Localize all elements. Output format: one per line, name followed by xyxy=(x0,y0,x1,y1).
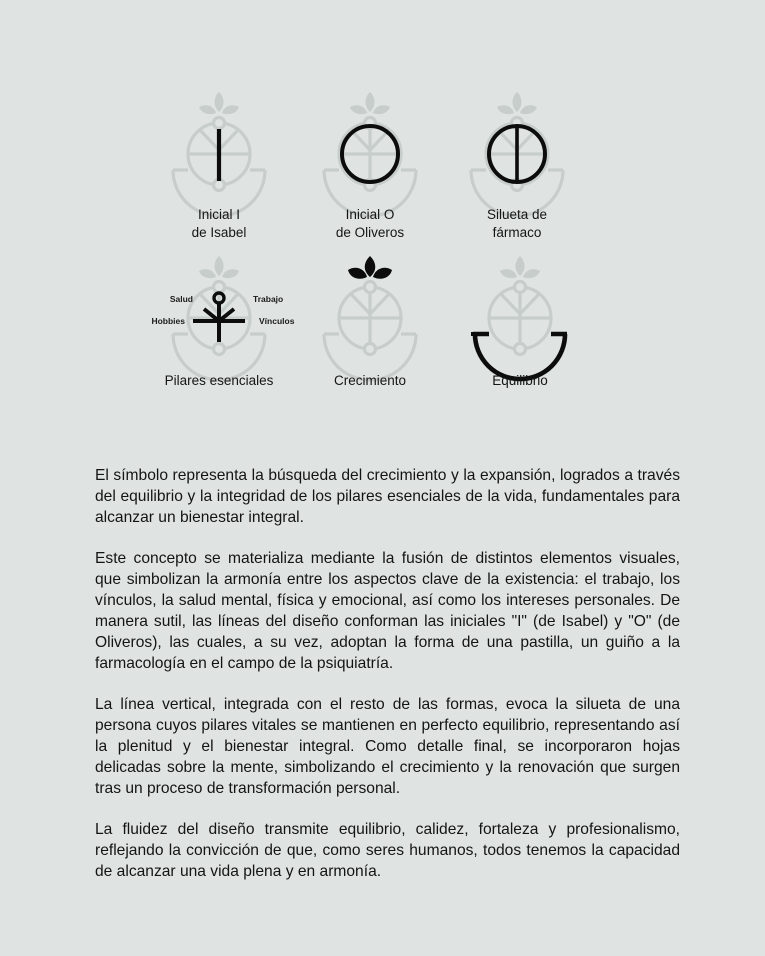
paragraph-1: El símbolo representa la búsqueda del crecimiento y la expansión, logrados a través del equilibrio y la integridad de los pilares esenciales de la vida, fundamentales para alcanzar un bienestar integral. xyxy=(95,467,680,526)
symbol-caption xyxy=(295,206,445,242)
caption-line-1: Silueta de xyxy=(486,207,548,222)
initial-o-icon xyxy=(295,82,445,202)
caption-line-2: de Oliveros xyxy=(335,225,405,240)
pillar-label-hobbies: Hobbies xyxy=(151,316,185,326)
paragraph-2: Este concepto se materializa mediante la fusión de distintos elementos visuales, que simbolizan la armonía entre los aspectos clave de la existencia: el trabajo, los vínculos, la salud mental, física y emocional, así como los intereses personales. De manera sutil, las líneas del diseño conforman las iniciales "I" (de Isabel) y "O" (de Oliveros), las cuales, a su vez, adoptan la forma de una pastilla, un guiño a la farmacología en el campo de la psiquiatría. xyxy=(95,550,680,672)
initial-i-icon xyxy=(144,82,294,202)
symbol-caption xyxy=(295,372,445,390)
caption-line-1: Inicial O xyxy=(345,207,395,222)
description-text xyxy=(95,465,680,902)
symbol-caption xyxy=(144,372,294,390)
pillars-icon xyxy=(144,262,294,366)
growth-icon xyxy=(295,262,445,366)
paragraph-3: La línea vertical, integrada con el resto de las formas, evoca la silueta de una persona cuyos pilares vitales se mantienen en perfecto equilibrio, representando así la plenitud y el bienestar integral. Como detalle final, se incorporaron hojas delicadas sobre la mente, simbolizando el crecimiento y la renovación que surgen tras un proceso de transformación personal. xyxy=(95,696,680,797)
symbol-initial-o xyxy=(295,82,445,242)
symbol-caption xyxy=(144,206,294,242)
caption-line-2: fármaco xyxy=(492,225,542,240)
symbol-pillars xyxy=(144,262,294,390)
symbol-caption xyxy=(442,206,592,242)
symbol-caption xyxy=(445,372,595,390)
balance-icon xyxy=(445,262,595,366)
symbol-balance xyxy=(445,262,595,390)
caption-line-1: Inicial I xyxy=(197,207,241,222)
pill-silhouette-icon xyxy=(442,82,592,202)
pillar-label-trabajo: Trabajo xyxy=(253,294,284,304)
caption-line-1: Crecimiento xyxy=(333,373,407,388)
caption-line-1: Equilibrio xyxy=(492,373,548,388)
pillar-label-vinculos: Vínculos xyxy=(259,316,295,326)
caption-line-2: de Isabel xyxy=(191,225,247,240)
symbol-pill-silhouette xyxy=(442,82,592,242)
paragraph-4: La fluidez del diseño transmite equilibrio, calidez, fortaleza y profesionalismo, reflejando la convicción de que, como seres humanos, todos tenemos la capacidad de alcanzar una vida plena y en armonía. xyxy=(95,821,680,880)
symbol-growth xyxy=(295,262,445,390)
symbol-initial-i xyxy=(144,82,294,242)
pillar-label-salud: Salud xyxy=(169,294,193,304)
caption-line-1: Pilares esenciales xyxy=(164,373,274,388)
